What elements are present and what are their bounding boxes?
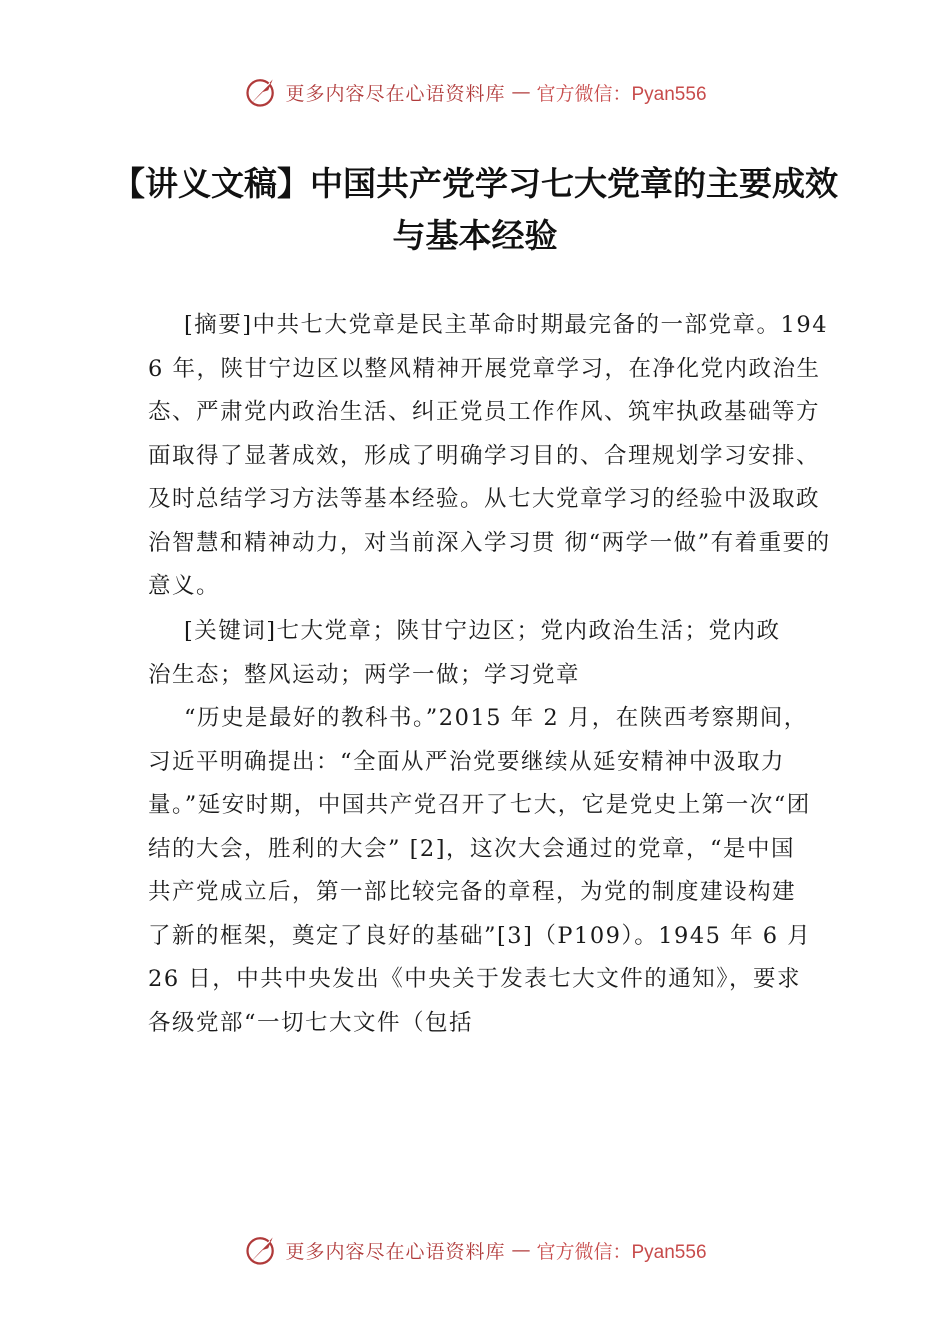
abstract-paragraph: [摘要]中共七大党章是民主革命时期最完备的一部党章。1946 年，陕甘宁边区以整风精神开展党章学习，在净化党内政治生态、严肃党内政治生活、纠正党员工作作风、筑牢执政基础等方面取得了显著成效，形成了明确学习目的、合理规划学习安排、及时总结学习方法等基本经验。从七大党章学习的经验中汲取政治智慧和精神动力，对当前深入学习贯 彻“两学一做”有着重要的意义。 xyxy=(148,312,831,599)
header-banner xyxy=(0,70,950,114)
footer-brand-text: 更多内容尽在心语资料库 xyxy=(285,1240,506,1263)
body-paragraph: “历史是最好的教科书。”2015 年 2 月，在陕西考察期间，习近平明确提出：“全面从严治党要继续从延安精神中汲取力量。”延安时期，中国共产党召开了七大，它是党史上第一次“团结的大会，胜利的大会” [2]，这次大会通过的党章，“是中国共产党成立后，第一部比较完备的章程，为党的制度建设构建了新的框架，奠定了良好的基础”[3]（P109）。1945 年 6 月 26 日，中共中央发出《中央关于发表七大文件的通知》，要求各级党部“一切七大文件（包括 xyxy=(148,705,812,1036)
footer-wechat-text: 官方微信：Pyan556 xyxy=(536,1241,707,1263)
quill-logo-icon xyxy=(243,74,279,110)
header-brand-text: 更多内容尽在心语资料库 xyxy=(285,82,506,105)
footer-banner xyxy=(0,1228,950,1272)
header-wechat-text: 官方微信：Pyan556 xyxy=(536,83,707,105)
footer-separator: — xyxy=(511,1239,531,1261)
keywords-paragraph: [关键词]七大党章；陕甘宁边区；党内政治生活；党内政治生态；整风运动；两学一做；学习党章 xyxy=(148,618,781,688)
header-separator: — xyxy=(511,81,531,103)
quill-logo-icon xyxy=(243,1232,279,1268)
document-title: 【讲义文稿】中国共产党学习七大党章的主要成效与基本经验 xyxy=(112,164,838,255)
